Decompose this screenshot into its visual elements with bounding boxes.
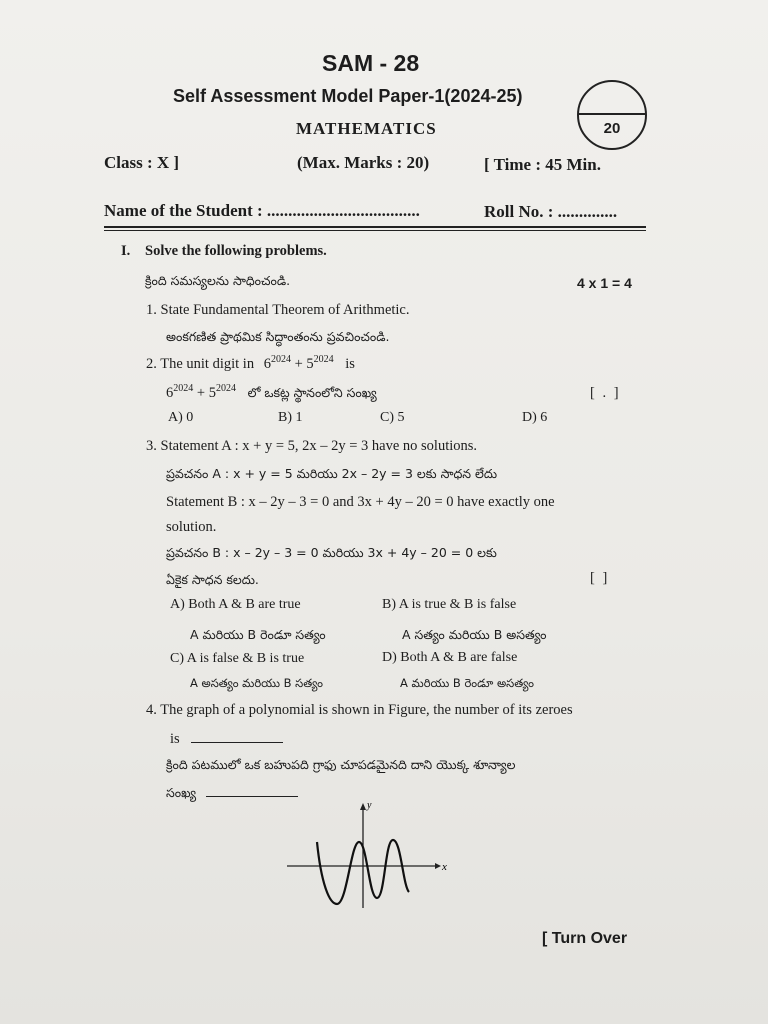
te-base-1: 6 [166,384,174,401]
plus-sign: + [294,355,303,372]
q3-option-c: C) A is false & B is true [170,651,305,666]
question-1-telugu: అంకగణిత ప్రాథమిక సిద్ధాంతంను ప్రవచించండి. [166,329,390,344]
exponent-1: 2024 [270,354,291,365]
x-axis-arrow [435,863,441,869]
question-3-statement-a-telugu: ప్రవచనం A : x + y = 5 మరియు 2x – 2y = 3 లకు సాధన లేదు [166,466,498,481]
paper-code: SAM - 28 [322,50,420,76]
base-1: 6 [263,355,271,372]
answer-bracket-q2: [ . ] [590,385,621,401]
section-title-telugu: క్రింది సమస్యలను సాధించండి. [145,273,291,288]
question-4-telugu: క్రింది పటములో ఒక బహుపది గ్రాఫు చూపడమైనది దాని యొక్క శూన్యాల [166,757,516,772]
answer-bracket-q3: [ ] [590,570,610,586]
question-4-is: is [170,731,180,747]
graph-y-label: y [367,800,372,811]
q3-option-d-telugu: A మరియు B రెండూ అసత్యం [400,676,534,690]
question-3-statement-b-cont: solution. [166,519,217,535]
exponent-2: 2024 [313,354,334,365]
max-marks: (Max. Marks : 20) [297,153,430,172]
section-title: Solve the following problems. [145,243,327,259]
question-1: 1. State Fundamental Theorem of Arithmetic. [146,302,410,318]
marks-circle [577,80,647,150]
question-2-telugu [166,383,377,404]
question-2-prefix: 2. The unit digit in [146,355,255,372]
question-4-telugu-cont [166,784,298,804]
question-3-statement-a: 3. Statement A : x + y = 5, 2x – 2y = 3 have no solutions. [146,438,478,454]
question-3-statement-b: Statement B : x – 2y – 3 = 0 and 3x + 4y – 20 = 0 have exactly one [166,494,555,510]
q3-option-c-telugu: A అసత్యం మరియు B సత్యం [190,676,323,690]
question-2-suffix: is [345,355,355,372]
marks-circle-divider [579,113,645,115]
class-label: Class : X ] [104,153,180,172]
q2-option-c: C) 5 [380,410,405,425]
q3-option-a-telugu: A మరియు B రెండూ సత్యం [190,627,326,642]
question-3-statement-b-telugu: ప్రవచనం B : x – 2y – 3 = 0 మరియు 3x + 4y – 20 = 0 లకు [166,545,497,560]
header-rule-bottom [104,230,646,231]
question-3-statement-b-telugu-cont: ఏకైక సాధన కలదు. [166,572,259,587]
power-1 [264,356,291,372]
base-2: 5 [306,355,314,372]
q3-option-a: A) Both A & B are true [170,597,301,612]
question-4: 4. The graph of a polynomial is shown in Figure, the number of its zeroes [146,702,573,718]
student-name-field: Name of the Student : .................................... [104,201,420,220]
question-2 [146,354,355,373]
section-marks: 4 x 1 = 4 [577,275,632,291]
question-4-telugu-sankhya: సంఖ్య [166,785,197,800]
roll-number-field: Roll No. : .............. [484,202,618,221]
q2-option-b: B) 1 [278,410,303,425]
answer-blank-en [191,730,283,743]
power-2 [306,356,333,372]
question-4-cont [170,730,283,748]
header-rule-top [104,226,646,228]
y-axis-arrow [360,803,366,810]
paper-title: Self Assessment Model Paper-1(2024-25) [173,86,523,106]
graph-x-label: x [442,861,447,873]
time-label: [ Time : 45 Min. [484,155,601,174]
te-plus-sign: + [196,384,206,401]
answer-blank-te [206,784,298,797]
q2-option-a: A) 0 [168,410,194,425]
te-exponent-1: 2024 [173,383,194,394]
polynomial-graph [285,800,455,910]
subject-title: MATHEMATICS [296,119,437,138]
q3-option-b: B) A is true & B is false [382,597,517,612]
section-number: I. [121,243,131,259]
q2-option-d: D) 6 [522,410,548,425]
te-exponent-2: 2024 [215,383,236,394]
q3-option-d: D) Both A & B are false [382,650,518,665]
question-2-telugu-suffix: లో ఒకట్ల స్థానంలోని సంఖ్య [247,384,377,400]
turn-over-label: [ Turn Over [542,930,628,947]
q3-option-b-telugu: A సత్యం మరియు B అసత్యం [402,627,547,642]
marks-value: 20 [603,120,621,137]
te-base-2: 5 [208,384,216,401]
